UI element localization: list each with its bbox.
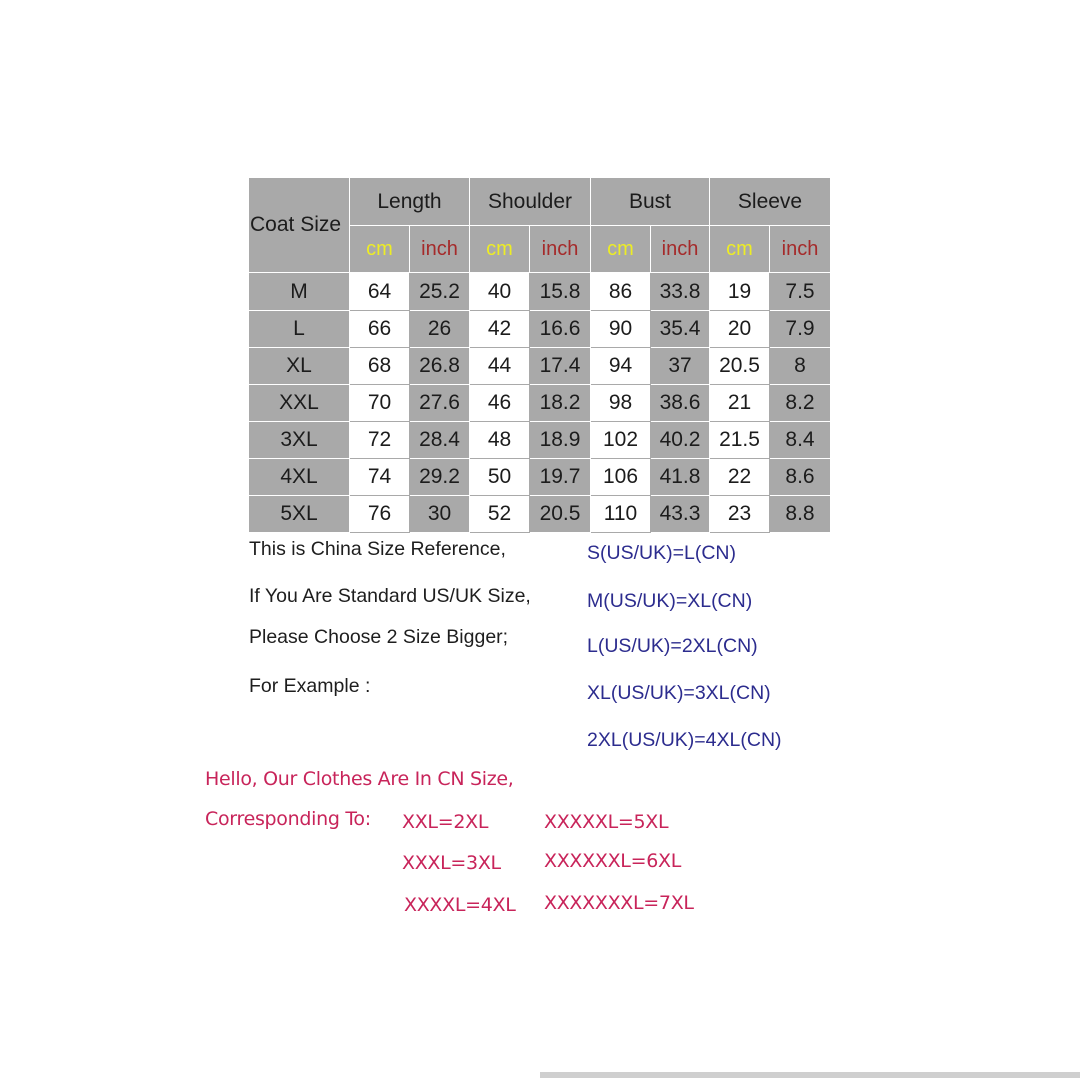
conversion-m: M(US/UK)=XL(CN) [587,590,753,612]
value-cell: 102 [591,422,651,459]
value-cell: 8.2 [770,385,831,422]
shoulder-cm-label: cm [470,226,530,273]
value-cell: 37 [651,348,710,385]
value-cell: 15.8 [530,273,591,311]
size-cell: L [249,311,350,348]
value-cell: 38.6 [651,385,710,422]
table-row [249,496,831,533]
bust-inch-label: inch [651,226,710,273]
value-cell: 8.4 [770,422,831,459]
value-cell: 21 [710,385,770,422]
value-cell: 17.4 [530,348,591,385]
value-cell: 41.8 [651,459,710,496]
value-cell: 33.8 [651,273,710,311]
value-cell: 20 [710,311,770,348]
size-cell: 5XL [249,496,350,533]
value-cell: 52 [470,496,530,533]
value-cell: 18.9 [530,422,591,459]
value-cell: 20.5 [710,348,770,385]
value-cell: 42 [470,311,530,348]
size-cell: XL [249,348,350,385]
table-row [249,273,831,311]
table-row [249,311,831,348]
value-cell: 110 [591,496,651,533]
value-cell: 20.5 [530,496,591,533]
value-cell: 28.4 [410,422,470,459]
value-cell: 26 [410,311,470,348]
value-cell: 8.6 [770,459,831,496]
value-cell: 8 [770,348,831,385]
sleeve-header: Sleeve [710,178,831,226]
cn-pair-xxxl: XXXL=3XL [402,852,501,874]
value-cell: 7.9 [770,311,831,348]
table-row [249,422,831,459]
length-cm-label: cm [350,226,410,273]
value-cell: 50 [470,459,530,496]
shoulder-inch-label: inch [530,226,591,273]
china-size-note: This is China Size Reference, [249,538,506,560]
size-cell: M [249,273,350,311]
cn-pair-xxxxl: XXXXL=4XL [404,894,516,916]
value-cell: 40.2 [651,422,710,459]
conversion-l: L(US/UK)=2XL(CN) [587,635,758,657]
choose-bigger-note: Please Choose 2 Size Bigger; [249,626,509,648]
bust-cm-label: cm [591,226,651,273]
value-cell: 94 [591,348,651,385]
value-cell: 98 [591,385,651,422]
cn-pair-xxxxxl: XXXXXL=5XL [544,811,669,833]
size-cell: 4XL [249,459,350,496]
size-cell: XXL [249,385,350,422]
conversion-xl: XL(US/UK)=3XL(CN) [587,682,771,704]
corresponding-label: Corresponding To: [205,808,371,830]
bust-header: Bust [591,178,710,226]
sleeve-cm-label: cm [710,226,770,273]
value-cell: 30 [410,496,470,533]
value-cell: 68 [350,348,410,385]
value-cell: 46 [470,385,530,422]
value-cell: 7.5 [770,273,831,311]
value-cell: 43.3 [651,496,710,533]
length-header: Length [350,178,470,226]
size-chart-table [248,177,831,533]
value-cell: 26.8 [410,348,470,385]
value-cell: 74 [350,459,410,496]
value-cell: 86 [591,273,651,311]
cn-pair-xxxxxxl: XXXXXXL=6XL [544,850,681,872]
cn-pair-xxl: XXL=2XL [402,811,489,833]
value-cell: 66 [350,311,410,348]
standard-size-note: If You Are Standard US/UK Size, [249,585,531,607]
size-rows [249,273,831,533]
conversion-2xl: 2XL(US/UK)=4XL(CN) [587,729,782,751]
value-cell: 44 [470,348,530,385]
conversion-s: S(US/UK)=L(CN) [587,542,736,564]
value-cell: 25.2 [410,273,470,311]
value-cell: 48 [470,422,530,459]
bottom-scroll-bar [540,1072,1080,1078]
value-cell: 64 [350,273,410,311]
value-cell: 72 [350,422,410,459]
cn-pair-xxxxxxxl: XXXXXXXL=7XL [544,892,694,914]
value-cell: 27.6 [410,385,470,422]
value-cell: 90 [591,311,651,348]
table-row [249,385,831,422]
value-cell: 21.5 [710,422,770,459]
value-cell: 70 [350,385,410,422]
value-cell: 22 [710,459,770,496]
coat-size-header: Coat Size [249,178,350,273]
value-cell: 29.2 [410,459,470,496]
cn-size-notice: Hello, Our Clothes Are In CN Size, [205,768,514,790]
value-cell: 35.4 [651,311,710,348]
table-row [249,459,831,496]
for-example-note: For Example : [249,675,371,697]
value-cell: 16.6 [530,311,591,348]
value-cell: 18.2 [530,385,591,422]
size-cell: 3XL [249,422,350,459]
length-inch-label: inch [410,226,470,273]
value-cell: 23 [710,496,770,533]
value-cell: 19 [710,273,770,311]
value-cell: 8.8 [770,496,831,533]
value-cell: 76 [350,496,410,533]
value-cell: 106 [591,459,651,496]
table-row [249,348,831,385]
sleeve-inch-label: inch [770,226,831,273]
value-cell: 19.7 [530,459,591,496]
value-cell: 40 [470,273,530,311]
shoulder-header: Shoulder [470,178,591,226]
